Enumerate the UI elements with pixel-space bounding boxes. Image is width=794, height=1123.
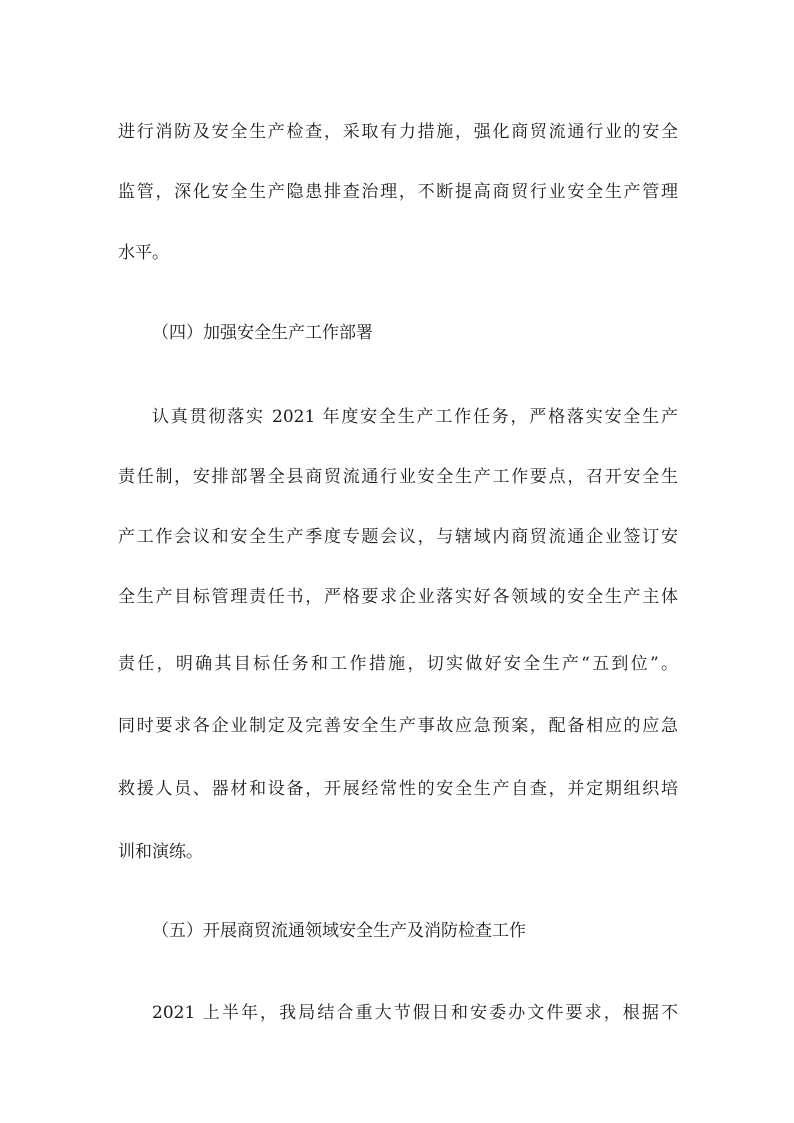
section-heading-4: （四）加强安全生产工作部署 — [152, 323, 373, 343]
paragraph-2-line-4: 全生产目标管理责任书，严格要求企业落实好各领域的安全生产主体 — [118, 587, 678, 607]
paragraph-2-line-7: 救援人员、器材和设备，开展经常性的安全生产自查，并定期组织培 — [118, 779, 678, 799]
paragraph-1-line-1: 进行消防及安全生产检查，采取有力措施，强化商贸流通行业的安全 — [118, 122, 678, 142]
paragraph-1-line-3: 水平。 — [118, 243, 169, 263]
paragraph-2-line-5: 责任，明确其目标任务和工作措施，切实做好安全生产“五到位”。 — [118, 654, 678, 674]
paragraph-2-line-1: 认真贯彻落实 2021 年度安全生产工作任务，严格落实安全生产 — [152, 407, 678, 427]
section-heading-5: （五）开展商贸流通领域安全生产及消防检查工作 — [152, 921, 526, 941]
paragraph-2-line-8: 训和演练。 — [118, 842, 203, 862]
paragraph-2-line-2: 责任制，安排部署全县商贸流通行业安全生产工作要点，召开安全生 — [118, 467, 678, 487]
paragraph-3-line-1: 2021 上半年，我局结合重大节假日和安委办文件要求，根据不 — [152, 1003, 678, 1023]
paragraph-2-line-3: 产工作会议和安全生产季度专题会议，与辖域内商贸流通企业签订安 — [118, 527, 678, 547]
paragraph-1-line-2: 监管，深化安全生产隐患排查治理，不断提高商贸行业安全生产管理 — [118, 182, 678, 202]
paragraph-2-line-6: 同时要求各企业制定及完善安全生产事故应急预案，配备相应的应急 — [118, 716, 678, 736]
